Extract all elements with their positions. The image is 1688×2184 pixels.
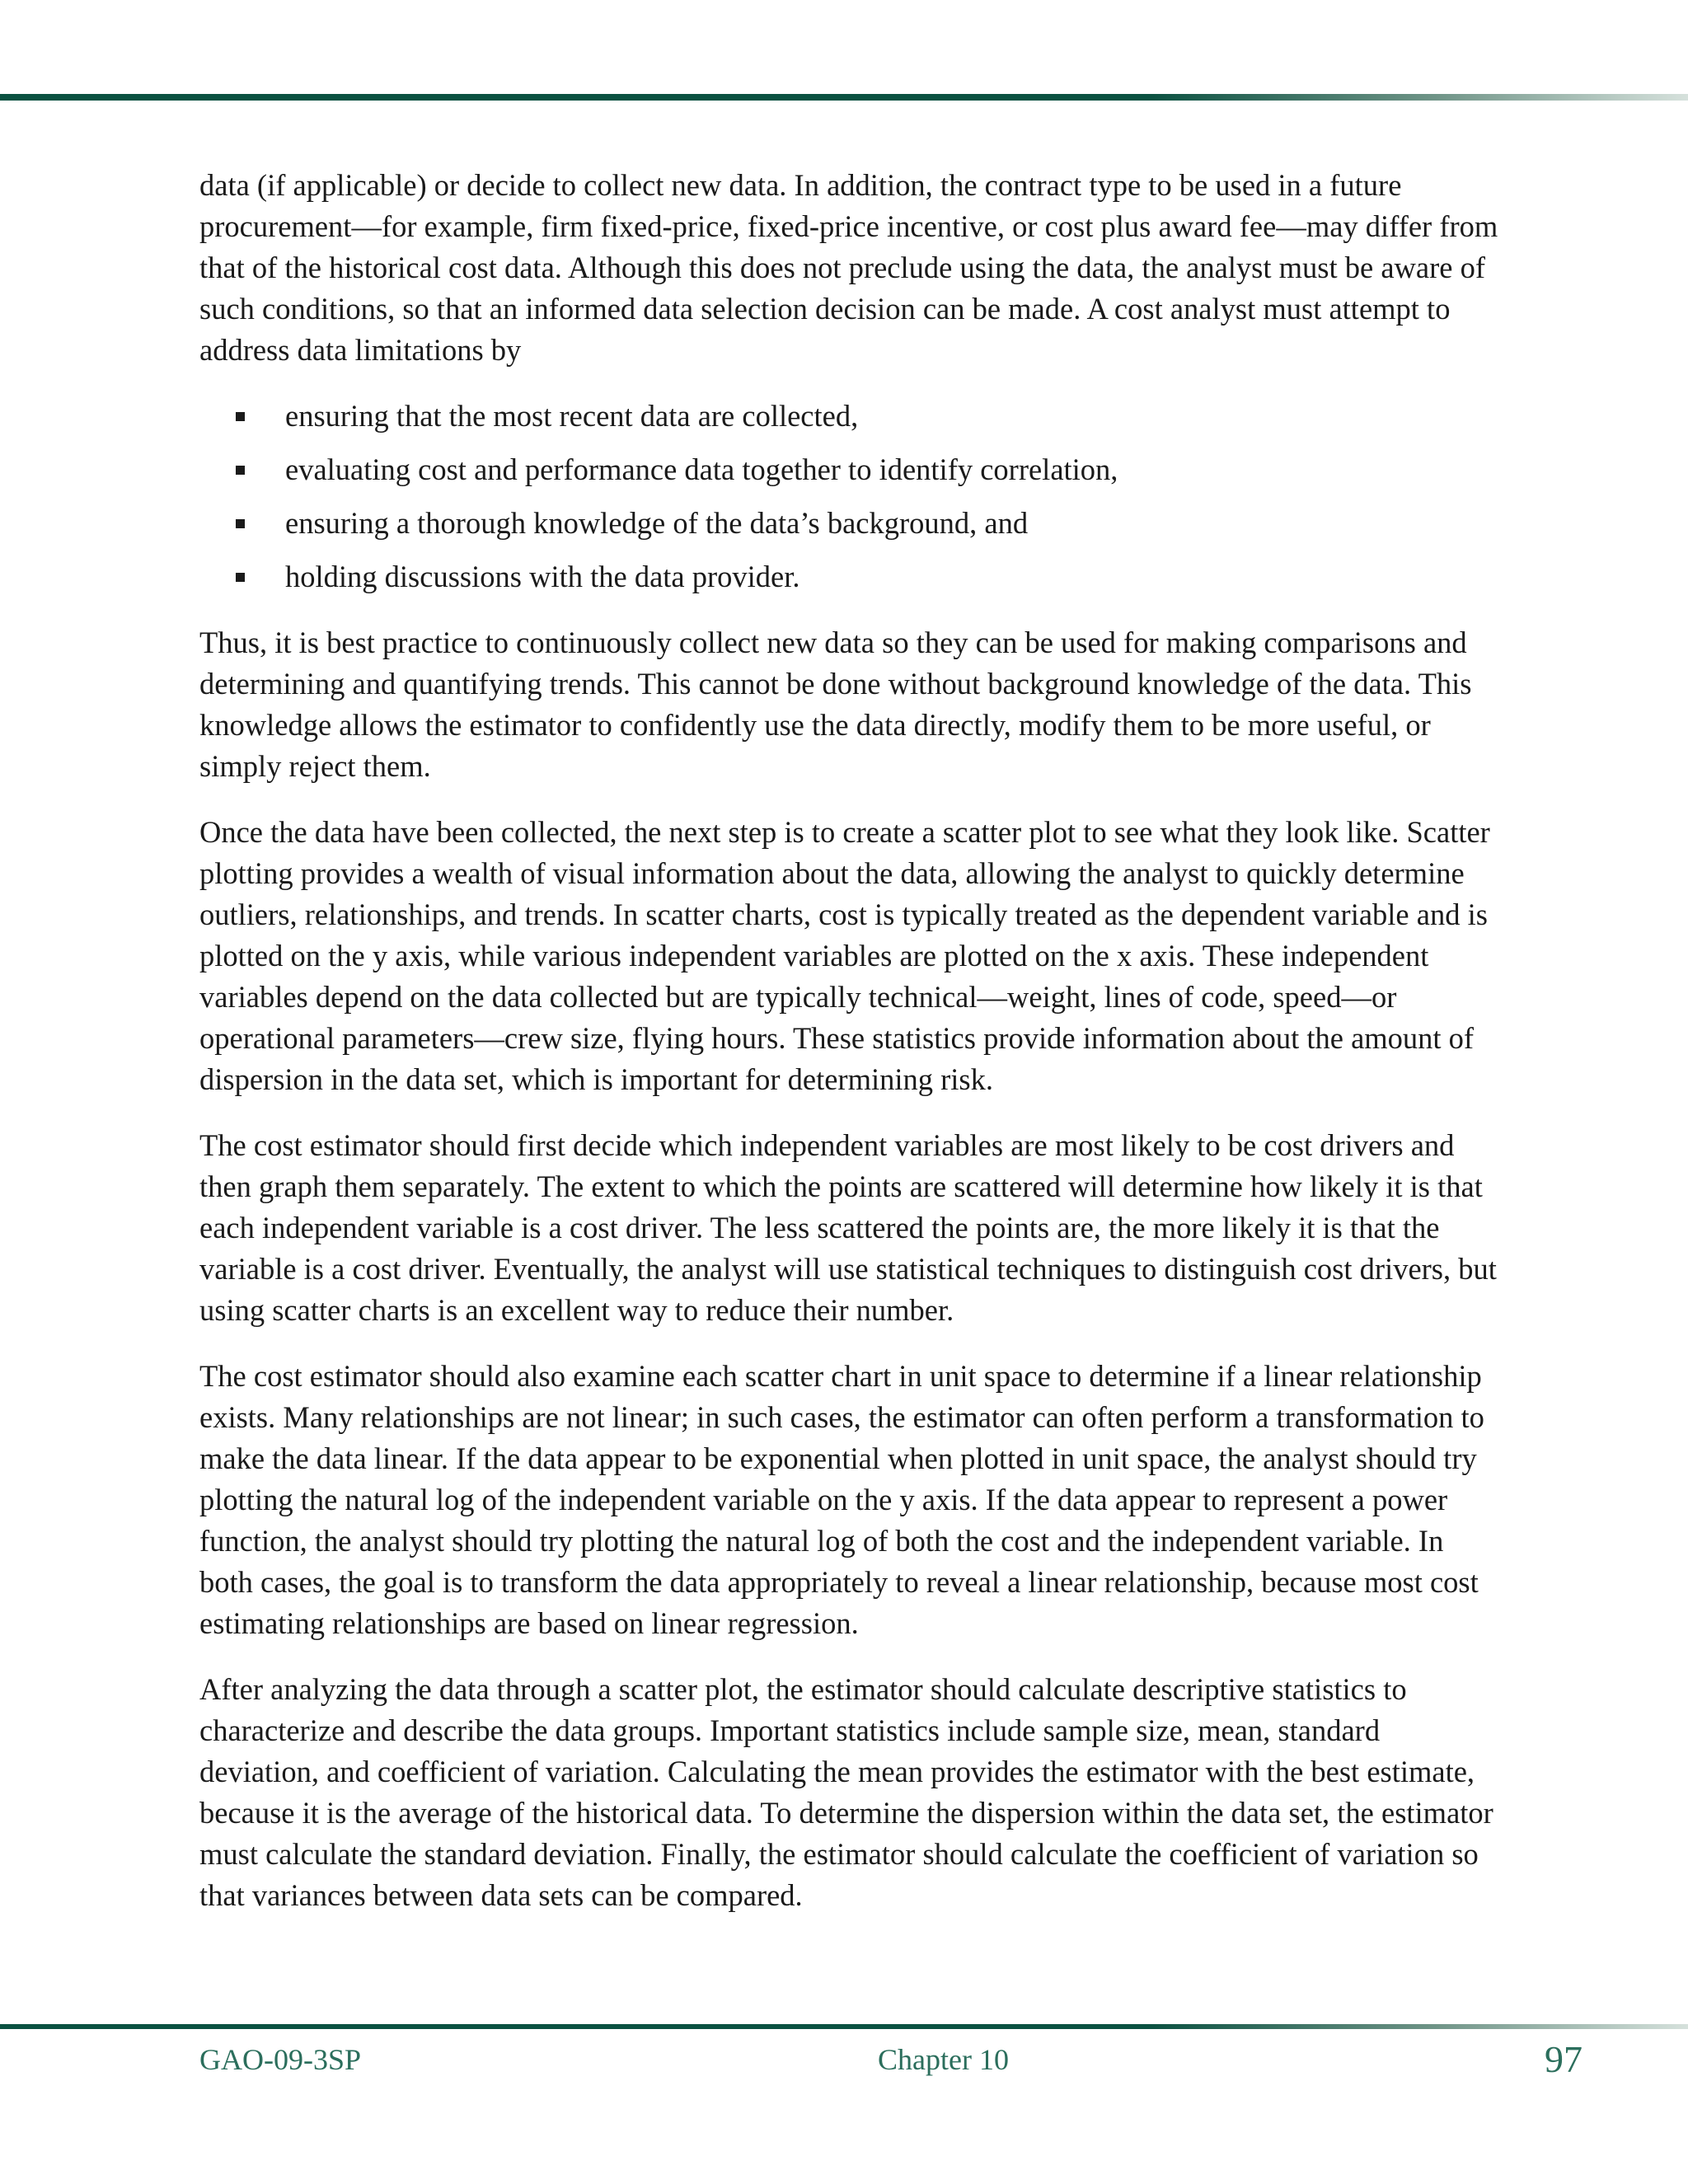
bullet-item xyxy=(199,503,1502,544)
bullet-item xyxy=(199,396,1502,437)
square-bullet-icon xyxy=(236,412,245,421)
report-number: GAO-09-3SP xyxy=(199,2043,362,2076)
header-rule xyxy=(0,94,1688,101)
page-body xyxy=(199,165,1502,1941)
square-bullet-icon xyxy=(236,519,245,528)
bullet-item xyxy=(199,449,1502,490)
body-paragraph: Thus, it is best practice to continuously collect new data so they can be used for making comparisons and determining and quantifying trends. This cannot be done without background knowledge of the data. This knowledge allows the estimator to confidently use the data directly, modify them to be more useful, or simply reject them. xyxy=(199,626,1472,783)
body-paragraph: The cost estimator should also examine each scatter chart in unit space to determine if a linear relationship exists. Many relationships are not linear; in such cases, the estimator can often perform a transformation to make the data linear. If the data appear to be exponential when plotted in unit space, the analyst should try plotting the natural log of the independent variable on the y axis. If the data appear to represent a power function, the analyst should try plotting the natural log of both the cost and the independent variable. In both cases, the goal is to transform the data appropriately to reveal a linear relationship, because most cost estimating relationships are based on linear regression. xyxy=(199,1359,1484,1640)
page-footer xyxy=(0,2037,1688,2087)
chapter-label: Chapter 10 xyxy=(878,2043,1009,2076)
page-number: 97 xyxy=(1545,2038,1582,2080)
square-bullet-icon xyxy=(236,573,245,582)
bullet-text: evaluating cost and performance data together to identify correlation, xyxy=(285,452,1118,486)
bullet-text: holding discussions with the data provider. xyxy=(285,560,800,593)
footer-rule xyxy=(0,2024,1688,2029)
bullet-text: ensuring a thorough knowledge of the data’s background, and xyxy=(285,506,1029,540)
body-paragraph: Once the data have been collected, the next step is to create a scatter plot to see what they look like. Scatter plotting provides a wealth of visual information about the data, allowing the analyst to quickly determine outliers, relationships, and trends. In scatter charts, cost is typically treated as the dependent variable and is plotted on the y axis, while various independent variables are plotted on the x axis. These independent variables depend on the data collected but are typically technical—weight, lines of code, speed—or operational parameters—crew size, flying hours. These statistics provide information about the amount of dispersion in the data set, which is important for determining risk. xyxy=(199,815,1490,1096)
body-paragraph: The cost estimator should first decide which independent variables are most likely to be cost drivers and then graph them separately. The extent to which the points are scattered will determine how likely it is that each independent variable is a cost driver. The less scattered the points are, the more likely it is that the variable is a cost driver. Eventually, the analyst will use statistical techniques to distinguish cost drivers, but using scatter charts is an excellent way to reduce their number. xyxy=(199,1128,1497,1327)
bullet-item xyxy=(199,556,1502,598)
square-bullet-icon xyxy=(236,466,245,475)
bullet-list xyxy=(199,396,1502,598)
bullet-text: ensuring that the most recent data are collected, xyxy=(285,399,859,433)
body-paragraph: data (if applicable) or decide to collect new data. In addition, the contract type to be used in a future procurement—for example, firm fixed-price, fixed-price incentive, or cost plus award fee—may differ from that of the historical cost data. Although this does not preclude using the data, the analyst must be aware of such conditions, so that an informed data selection decision can be made. A cost analyst must attempt to address data limitations by xyxy=(199,168,1498,367)
body-paragraph: After analyzing the data through a scatter plot, the estimator should calculate descriptive statistics to characterize and describe the data groups. Important statistics include sample size, mean, standard deviation, and coefficient of variation. Calculating the mean provides the estimator with the best estimate, because it is the average of the historical data. To determine the dispersion within the data set, the estimator must calculate the standard deviation. Finally, the estimator should calculate the coefficient of variation so that variances between data sets can be compared. xyxy=(199,1672,1493,1912)
